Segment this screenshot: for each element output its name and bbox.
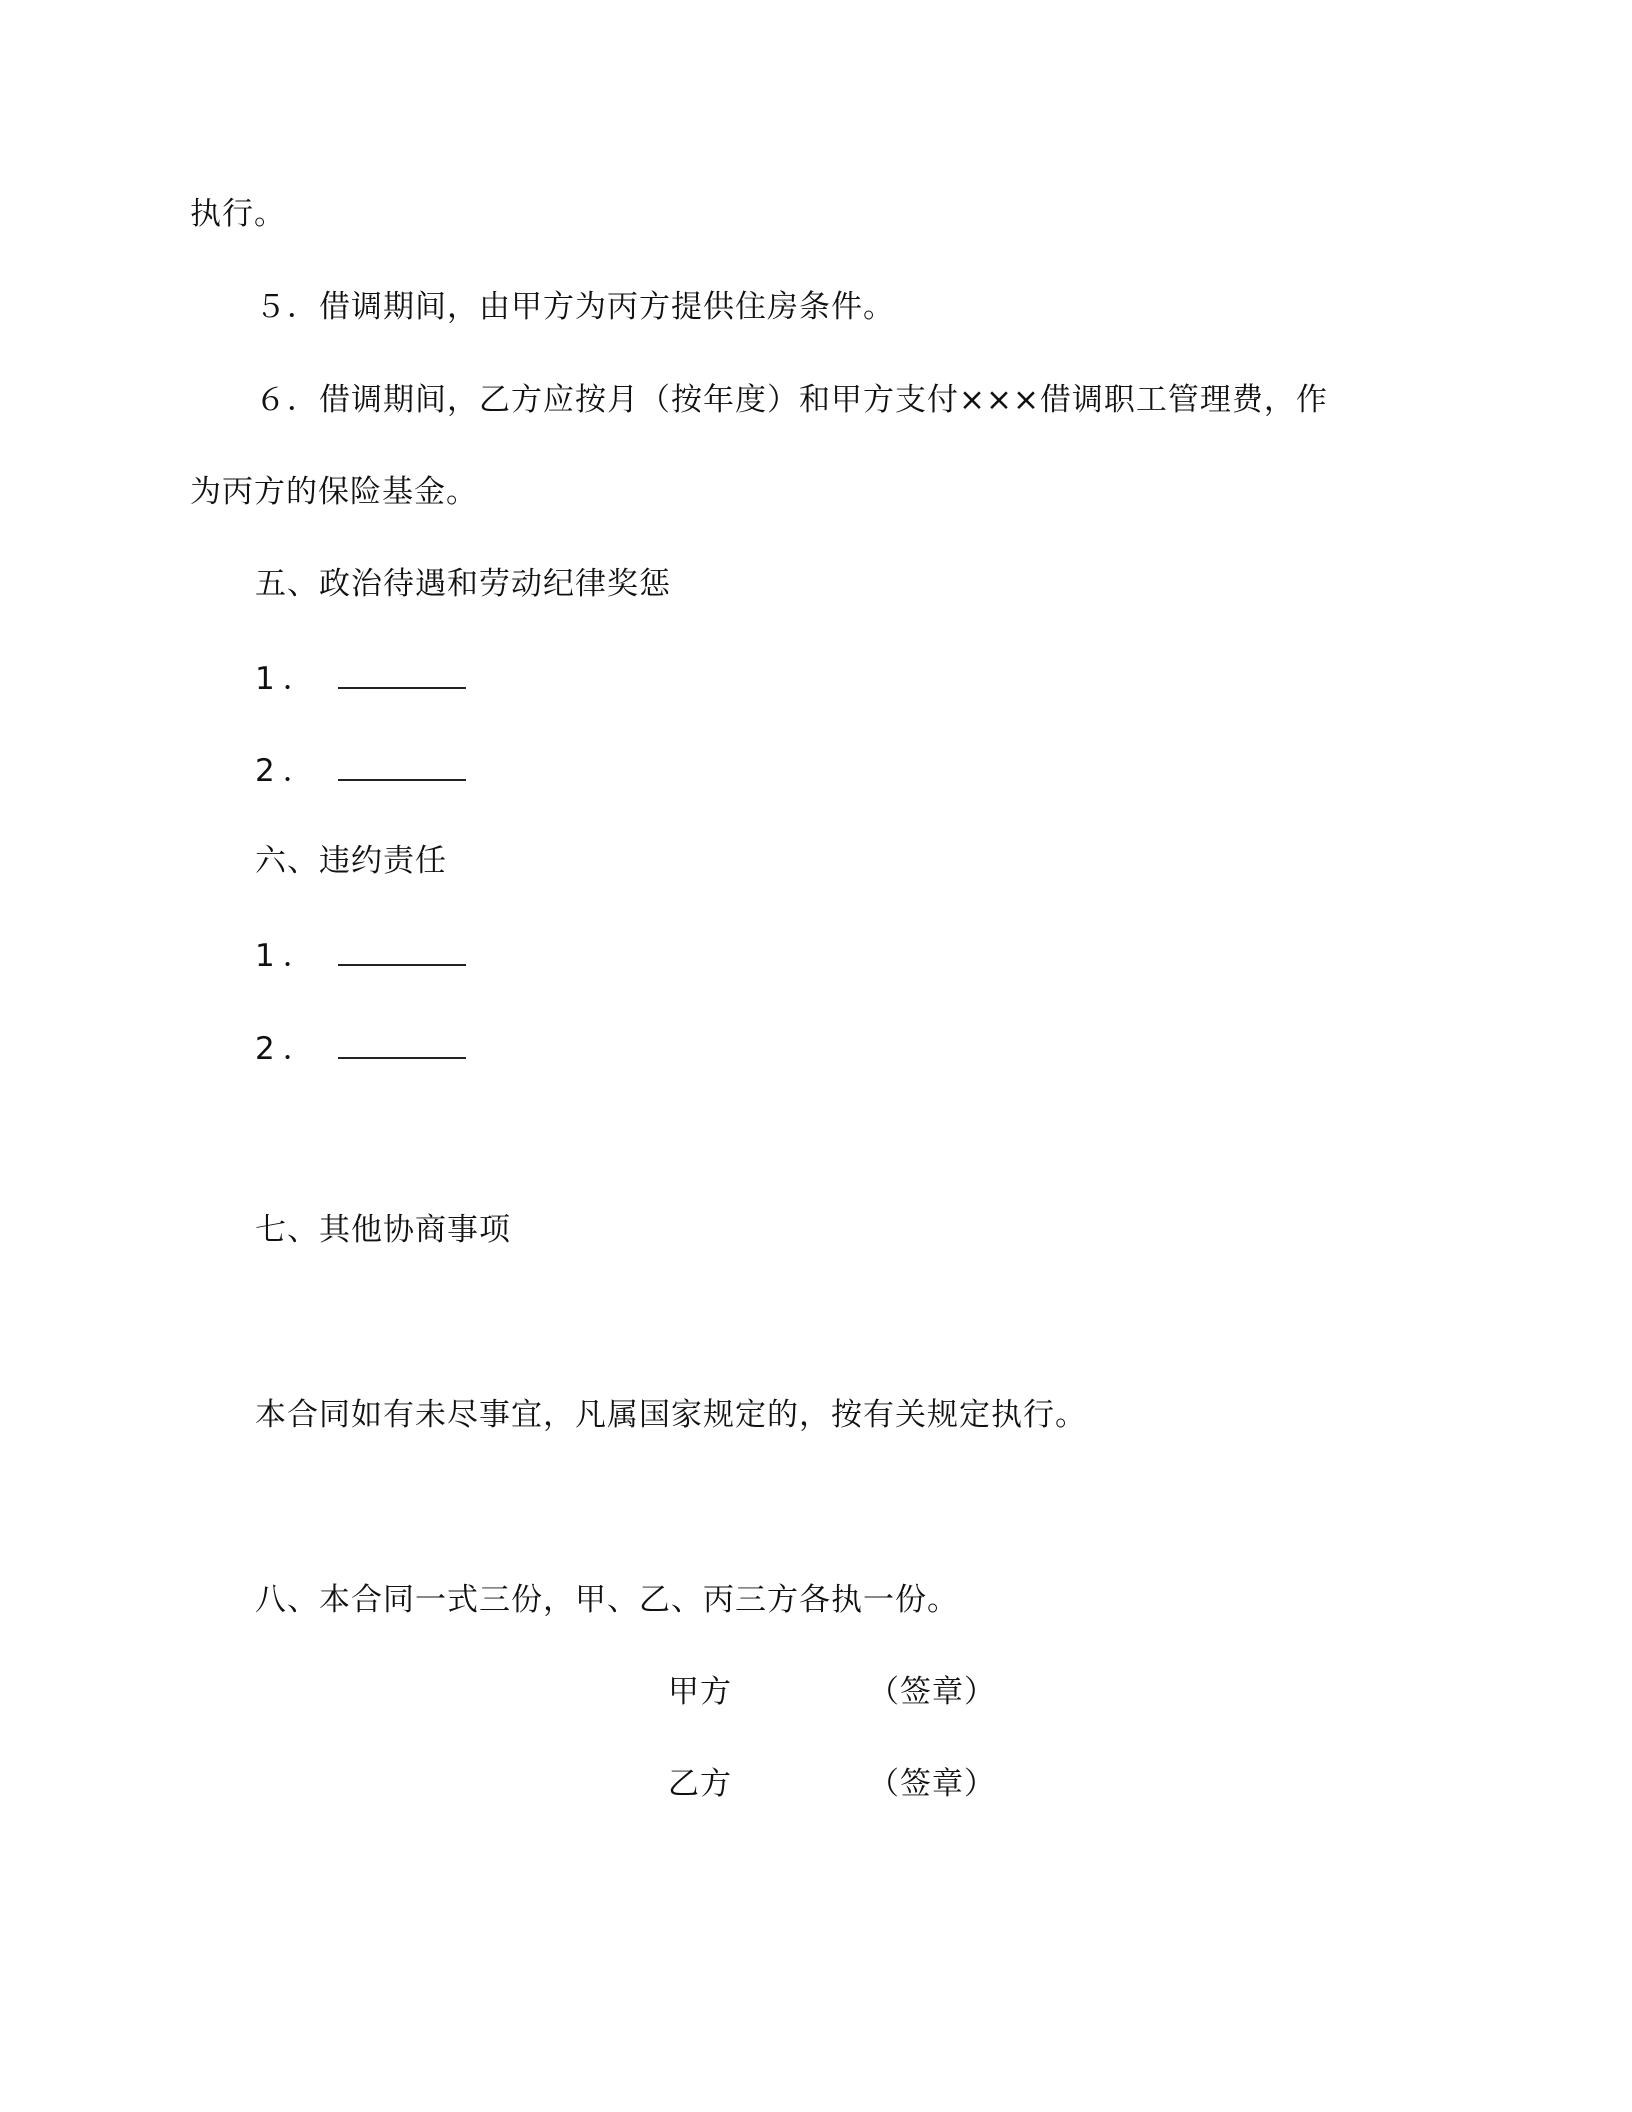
section-7-heading: 七、其他协商事项 xyxy=(255,1212,511,1248)
section-6-heading: 六、违约责任 xyxy=(255,843,447,879)
signature-party-b: 乙方 xyxy=(668,1766,732,1802)
item-number: 2． xyxy=(255,753,322,789)
signature-seal-a: （签章） xyxy=(868,1674,996,1710)
clause-6: ６．借调期间，乙方应按月（按年度）和甲方支付×××借调职工管理费，作 xyxy=(255,382,1328,418)
item-number: 1． xyxy=(255,661,322,697)
item-number: 2． xyxy=(255,1031,322,1067)
fill-in-blank xyxy=(338,749,466,781)
fill-in-blank xyxy=(338,1027,466,1059)
section-8-heading: 八、本合同一式三份，甲、乙、丙三方各执一份。 xyxy=(255,1582,959,1618)
section-5-item-1 xyxy=(255,657,466,699)
fill-in-blank xyxy=(338,934,466,966)
section-6-item-1 xyxy=(255,934,466,976)
clause-5: ５．借调期间，由甲方为丙方提供住房条件。 xyxy=(255,289,895,325)
item-number: 1． xyxy=(255,938,322,974)
signature-seal-b: （签章） xyxy=(868,1766,996,1802)
text-line: 执行。 xyxy=(190,196,286,232)
supplementary-clause: 本合同如有未尽事宜，凡属国家规定的，按有关规定执行。 xyxy=(255,1397,1087,1433)
section-6-item-2 xyxy=(255,1027,466,1069)
section-5-heading: 五、政治待遇和劳动纪律奖惩 xyxy=(255,566,671,602)
section-5-item-2 xyxy=(255,749,466,791)
signature-party-a: 甲方 xyxy=(668,1674,732,1710)
clause-6-continued: 为丙方的保险基金。 xyxy=(190,474,478,510)
fill-in-blank xyxy=(338,657,466,689)
